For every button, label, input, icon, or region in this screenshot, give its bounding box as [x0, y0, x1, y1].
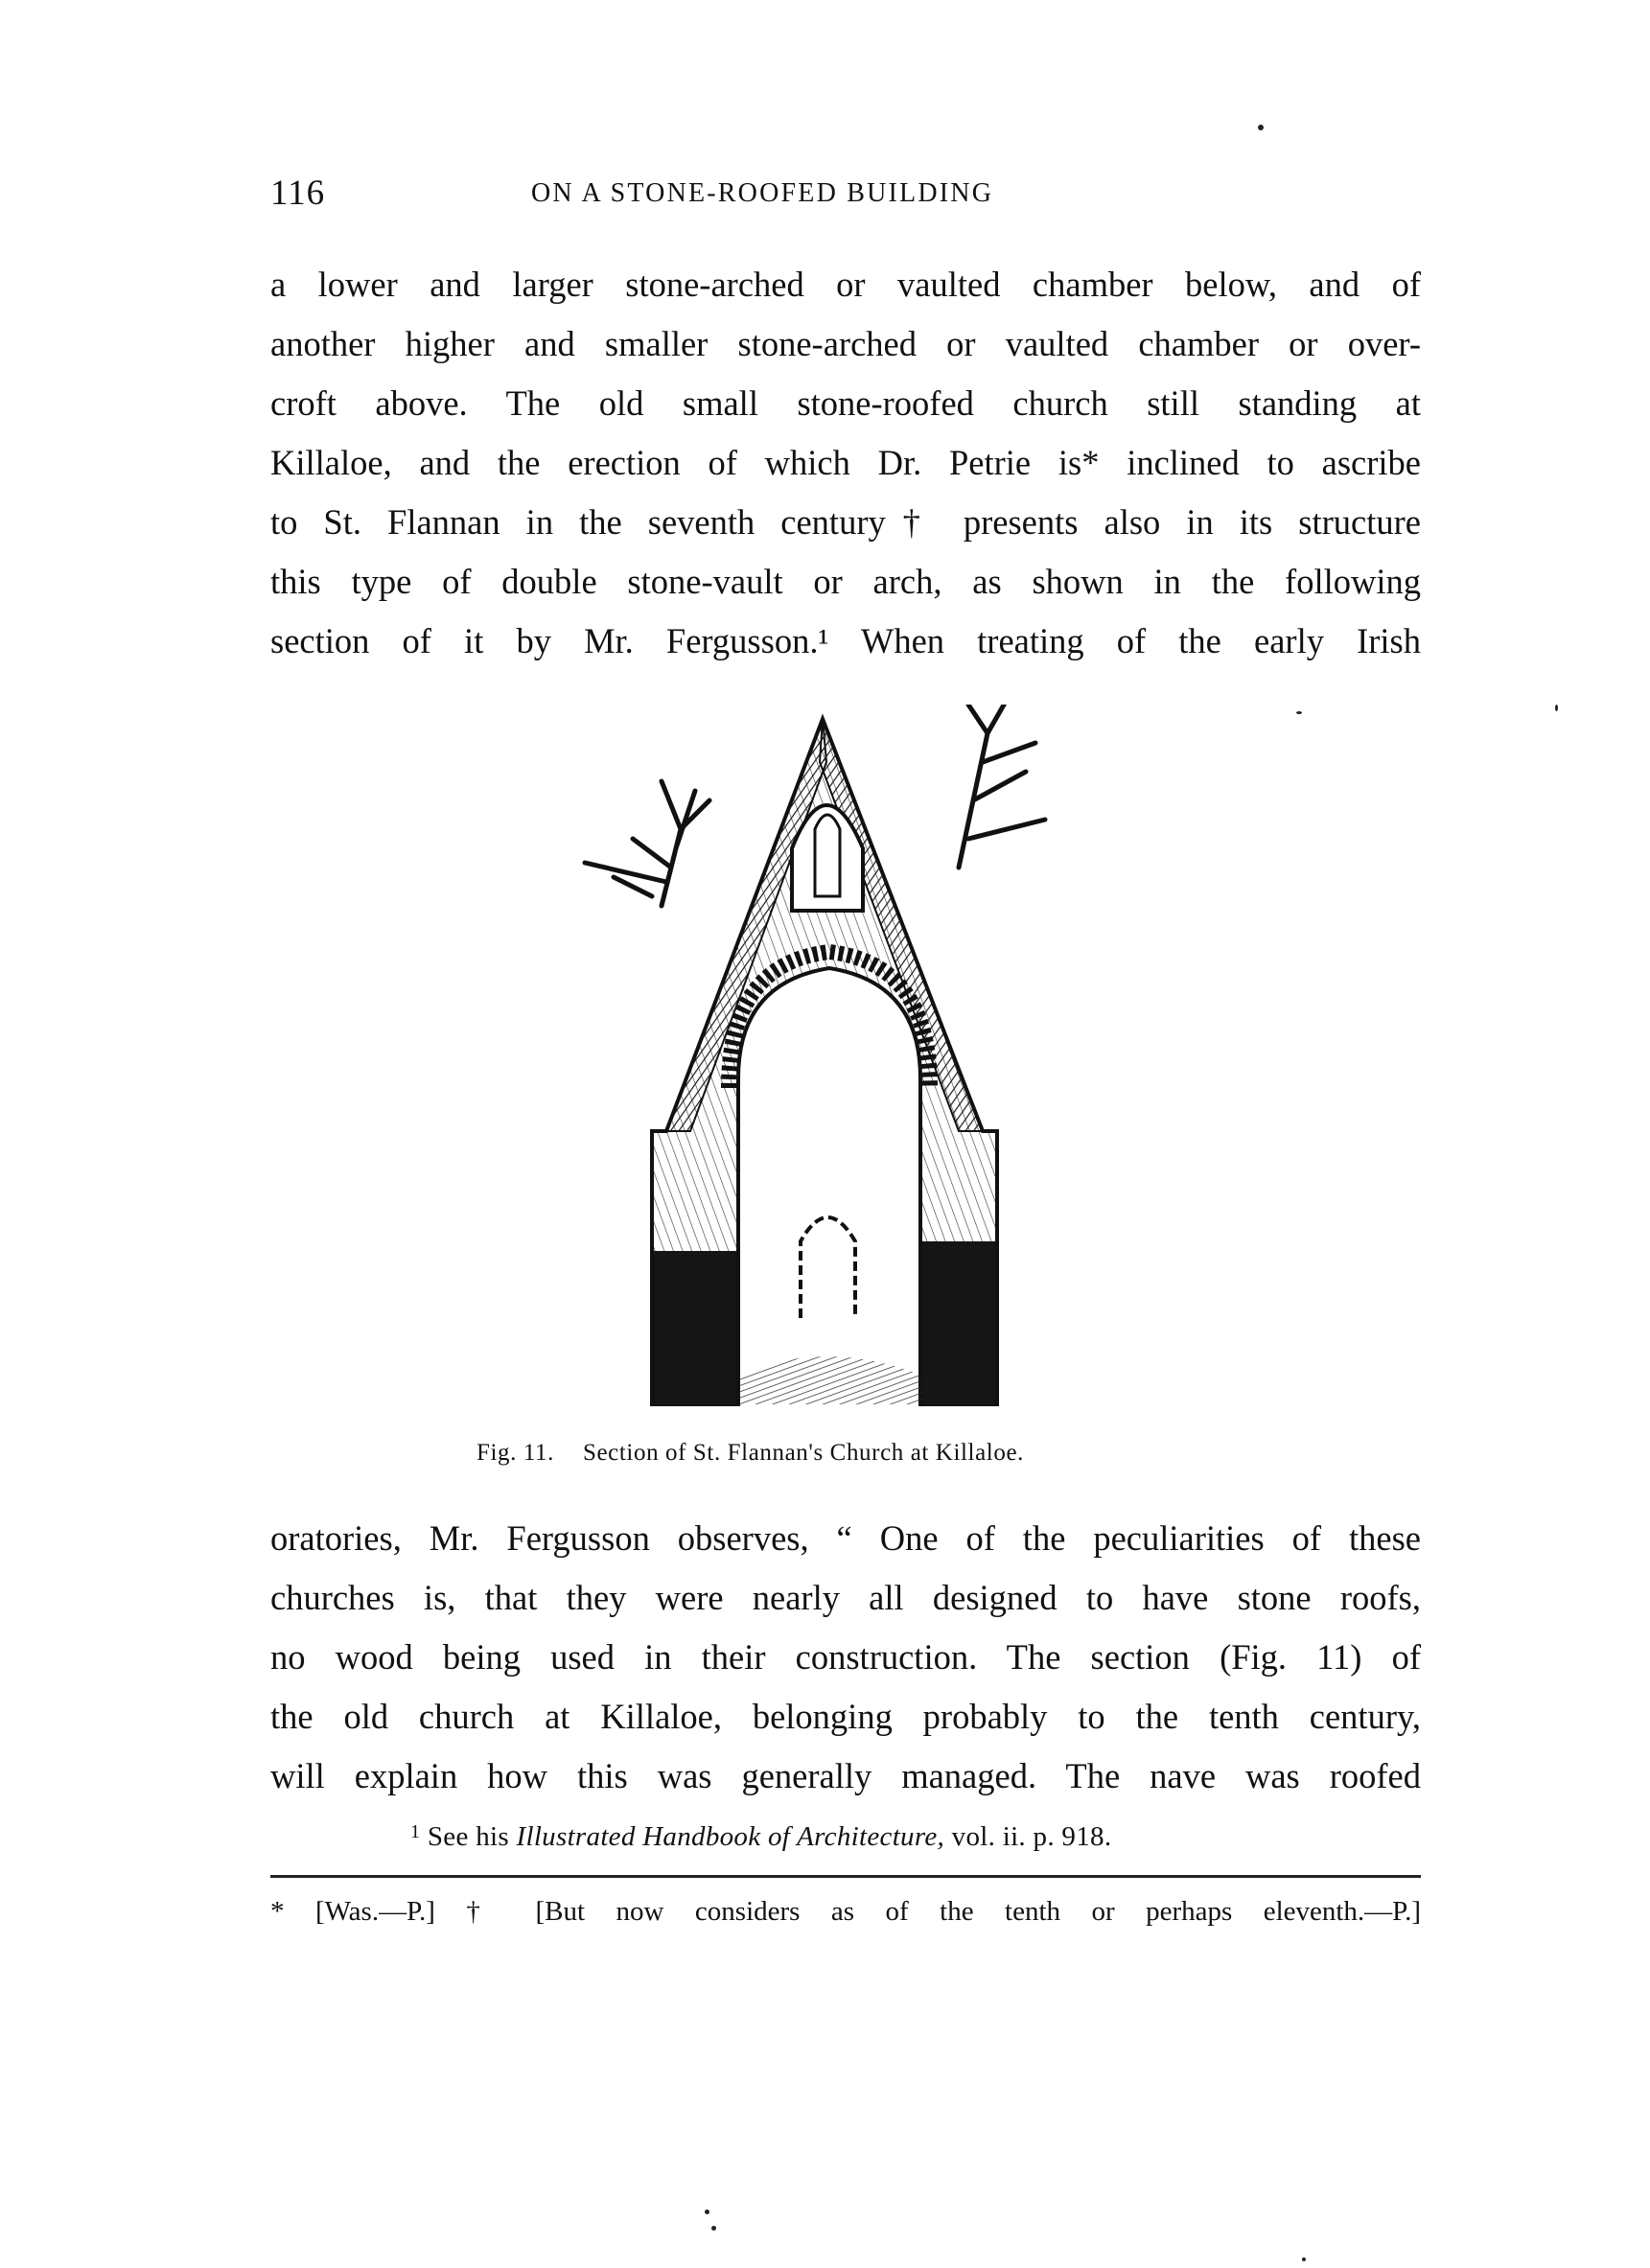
church-section-illustration: [575, 705, 1112, 1423]
text-line: a lower and larger stone-arched or vaulted chamber below, and of: [270, 265, 1421, 304]
text-line: Killaloe, and the erection of which Dr. Petrie is* inclined to ascribe: [270, 443, 1421, 482]
footnote-divider: [270, 1875, 1421, 1878]
croft-slit: [815, 815, 840, 896]
figure-label: Fig. 11.: [476, 1440, 554, 1466]
text-line: the old church at Killaloe, belonging probably to the tenth century,: [270, 1697, 1421, 1736]
tree-right: [959, 705, 1045, 868]
far-door: [801, 1217, 855, 1318]
text-line: section of it by Mr. Fergusson.¹ When treating of the early Irish: [270, 621, 1421, 660]
scan-speck: [1258, 125, 1264, 130]
scan-speck: [1555, 705, 1558, 711]
text-line: croft above. The old small stone-roofed church still standing at: [270, 383, 1421, 423]
book-title: Illustrated Handbook of Architecture,: [516, 1821, 945, 1852]
body-paragraph-1: [270, 255, 1421, 671]
tree-left: [585, 781, 709, 906]
running-title: ON A STONE-ROOFED BUILDING: [531, 178, 994, 208]
footnote-marker: 1: [410, 1821, 421, 1842]
text-line: another higher and smaller stone-arched or vaulted chamber or over-: [270, 324, 1421, 363]
scan-speck: [1296, 711, 1302, 714]
footnote-suffix: vol. ii. p. 918.: [951, 1821, 1112, 1852]
text-line: to St. Flannan in the seventh century† presents also in its structure: [270, 502, 1421, 542]
footnote-star: * [Was.—P.]: [270, 1896, 435, 1927]
scan-speck: [705, 2210, 709, 2214]
scan-speck: [1302, 2257, 1306, 2261]
ground: [738, 1356, 922, 1404]
page-number: 116: [270, 174, 326, 213]
text-line: oratories, Mr. Fergusson observes, “ One of the peculiarities of these: [270, 1518, 1421, 1558]
footnote-dagger: † [But now considers as of the tenth or perhaps eleventh.—P.]: [466, 1896, 1422, 1927]
text-line: churches is, that they were nearly all designed to have stone roofs,: [270, 1578, 1421, 1617]
figure-caption: [476, 1440, 1024, 1467]
running-head: [270, 173, 1421, 220]
text-line: this type of double stone-vault or arch, as shown in the following: [270, 562, 1421, 601]
footnote-prefix: See his: [427, 1821, 509, 1852]
wall-shadow-left: [654, 1251, 736, 1404]
scan-speck: [711, 2226, 716, 2231]
text-line: will explain how this was generally managed. The nave was roofed: [270, 1756, 1421, 1795]
figure-caption-text: Section of St. Flannan's Church at Killaloe.: [582, 1440, 1024, 1466]
editor-footnotes: [270, 1896, 1421, 1928]
wall-shadow-right: [922, 1241, 995, 1404]
body-paragraph-2: [270, 1509, 1421, 1806]
footnote-reference: [410, 1821, 1111, 1853]
text-line: no wood being used in their construction. The section (Fig. 11) of: [270, 1637, 1421, 1677]
